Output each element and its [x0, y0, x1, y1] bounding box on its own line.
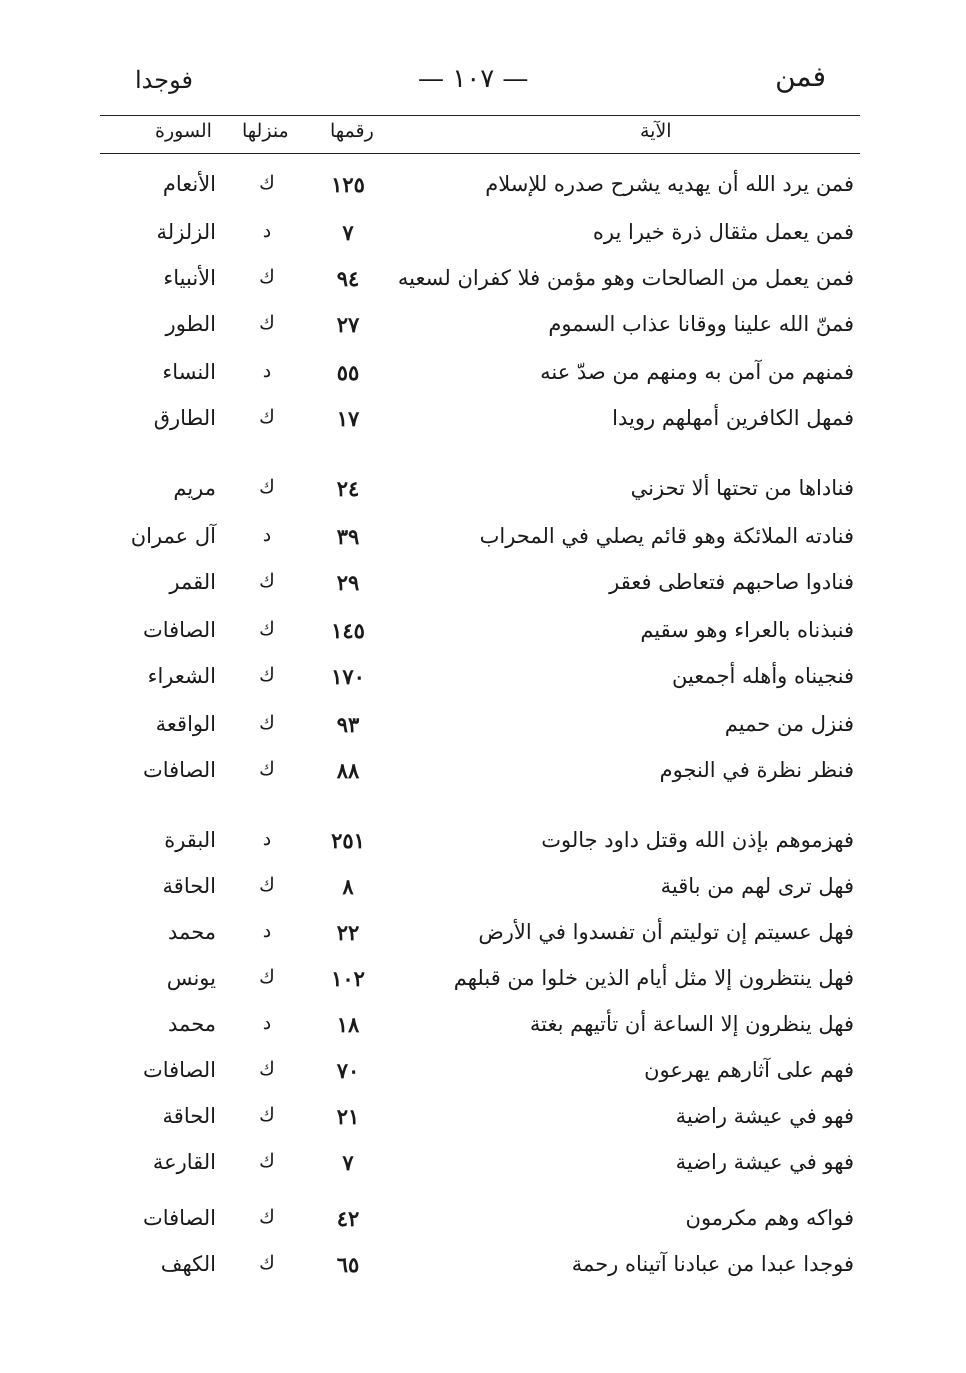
table-row [0, 758, 966, 802]
ayah-number: ١٧٠ [331, 664, 365, 689]
surah-name: الصافات [142, 1206, 216, 1230]
surah-name: القارعة [152, 1150, 216, 1174]
ayah-number: ٩٣ [336, 712, 360, 737]
revelation-place: ك [259, 874, 275, 896]
surah-name: الأنبياء [163, 266, 216, 290]
ayah-text: فهو في عيشة راضية [675, 1150, 854, 1174]
surah-name: الأنعام [162, 172, 216, 196]
surah-name: الواقعة [155, 712, 216, 736]
table-row [0, 1150, 966, 1194]
surah-name: الصافات [142, 1058, 216, 1082]
table-row [0, 1012, 966, 1056]
ayah-number: ٦٥ [336, 1252, 360, 1277]
ayah-number: ١٠٢ [331, 966, 365, 991]
ayah-text: فمهل الكافرين أمهلهم رويدا [612, 406, 854, 430]
revelation-place: ك [259, 1206, 275, 1228]
table-row [0, 172, 966, 216]
table-row [0, 1058, 966, 1102]
table-row [0, 664, 966, 708]
revelation-place: د [262, 828, 272, 850]
ayah-text: فهزموهم بإذن الله وقتل داود جالوت [541, 828, 854, 852]
table-row [0, 920, 966, 964]
ayah-number: ١٤٥ [331, 618, 365, 643]
surah-name: يونس [166, 966, 216, 990]
ayah-text: فنادوا صاحبهم فتعاطى فعقر [609, 570, 854, 594]
surah-name: الصافات [142, 618, 216, 642]
column-header-surah: السورة [155, 120, 212, 142]
surah-name: البقرة [164, 828, 216, 852]
table-row [0, 476, 966, 520]
revelation-place: ك [259, 172, 275, 194]
header-first-word: فمن [775, 60, 826, 93]
table-row [0, 220, 966, 264]
ayah-number: ٢٢ [336, 920, 360, 945]
ayah-number: ٤٢ [336, 1206, 360, 1231]
surah-name: محمد [168, 1012, 216, 1036]
ayah-text: فواكه وهم مكرمون [685, 1206, 854, 1230]
ayah-number: ٧ [342, 220, 354, 245]
ayah-number: ٥٥ [336, 360, 360, 385]
table-row [0, 874, 966, 918]
ayah-number: ١٢٥ [331, 172, 365, 197]
column-header-ayah: الآية [640, 120, 672, 142]
surah-name: الشعراء [147, 664, 216, 688]
table-row [0, 360, 966, 404]
ayah-number: ٢٤ [336, 476, 360, 501]
table-row [0, 524, 966, 568]
ayah-text: فنجيناه وأهله أجمعين [671, 664, 854, 688]
ayah-text: فهل عسيتم إن توليتم أن تفسدوا في الأرض [478, 920, 854, 944]
revelation-place: ك [259, 1058, 275, 1080]
surah-name: النساء [162, 360, 216, 384]
surah-name: آل عمران [130, 524, 216, 548]
revelation-place: ك [259, 664, 275, 686]
surah-name: الصافات [142, 758, 216, 782]
table-row [0, 312, 966, 356]
revelation-place: ك [259, 1150, 275, 1172]
ayah-number: ٢١ [336, 1104, 360, 1129]
column-header-revelation: منزلها [242, 120, 289, 142]
table-row [0, 1252, 966, 1296]
ayah-text: فمنّ الله علينا ووقانا عذاب السموم [548, 312, 854, 336]
ayah-number: ٢٩ [336, 570, 360, 595]
ayah-text: فناداها من تحتها ألا تحزني [630, 476, 854, 500]
revelation-place: ك [259, 1104, 275, 1126]
column-header-number: رقمها [330, 120, 374, 142]
ayah-text: فمنهم من آمن به ومنهم من صدّ عنه [540, 360, 854, 384]
revelation-place: د [262, 220, 272, 242]
table-row [0, 406, 966, 450]
ayah-text: فهو في عيشة راضية [675, 1104, 854, 1128]
table-row [0, 712, 966, 756]
revelation-place: ك [259, 1252, 275, 1274]
table-row [0, 570, 966, 614]
revelation-place: ك [259, 312, 275, 334]
ayah-number: ٧ [342, 1150, 354, 1175]
revelation-place: ك [259, 712, 275, 734]
ayah-text: فنادته الملائكة وهو قائم يصلي في المحراب [479, 524, 854, 548]
ayah-number: ١٧ [336, 406, 360, 431]
header-last-word: فوجدا [135, 66, 193, 94]
ayah-number: ٣٩ [336, 524, 360, 549]
surah-name: الطارق [153, 406, 216, 430]
revelation-place: د [262, 524, 272, 546]
ayah-number: ٢٧ [336, 312, 360, 337]
ayah-text: فنبذناه بالعراء وهو سقيم [640, 618, 854, 642]
revelation-place: ك [259, 406, 275, 428]
ayah-number: ٧٠ [336, 1058, 360, 1083]
revelation-place: د [262, 360, 272, 382]
ayah-number: ٨٨ [336, 758, 360, 783]
ayah-text: فنظر نظرة في النجوم [659, 758, 854, 782]
ayah-text: فهل ترى لهم من باقية [660, 874, 854, 898]
revelation-place: ك [259, 966, 275, 988]
revelation-place: ك [259, 266, 275, 288]
surah-name: الكهف [160, 1252, 216, 1276]
ayah-text: فوجدا عبدا من عبادنا آتيناه رحمة [571, 1252, 854, 1276]
table-row [0, 618, 966, 662]
page-number: — ١٠٧ — [418, 64, 529, 94]
revelation-place: د [262, 1012, 272, 1034]
revelation-place: د [262, 920, 272, 942]
ayah-number: ٩٤ [336, 266, 360, 291]
ayah-text: فهل ينظرون إلا الساعة أن تأتيهم بغتة [529, 1012, 854, 1036]
surah-name: القمر [169, 570, 216, 594]
revelation-place: ك [259, 758, 275, 780]
surah-name: الحاقة [162, 1104, 216, 1128]
surah-name: مريم [173, 476, 216, 500]
ayah-text: فهل ينتظرون إلا مثل أيام الذين خلوا من قبلهم [453, 966, 854, 990]
table-row [0, 1104, 966, 1148]
ayah-number: ٨ [342, 874, 354, 899]
surah-name: الزلزلة [156, 220, 216, 244]
ayah-text: فهم على آثارهم يهرعون [644, 1058, 854, 1082]
surah-name: محمد [168, 920, 216, 944]
surah-name: الحاقة [162, 874, 216, 898]
ayah-text: فمن يعمل مثقال ذرة خيرا يره [592, 220, 854, 244]
ayah-text: فنزل من حميم [724, 712, 854, 736]
ayah-number: ٢٥١ [331, 828, 365, 853]
ayah-text: فمن يعمل من الصالحات وهو مؤمن فلا كفران لسعيه [397, 266, 854, 290]
table-row [0, 828, 966, 872]
revelation-place: ك [259, 618, 275, 640]
revelation-place: ك [259, 476, 275, 498]
ayah-text: فمن يرد الله أن يهديه يشرح صدره للإسلام [485, 172, 854, 196]
surah-name: الطور [165, 312, 216, 336]
ayah-number: ١٨ [336, 1012, 360, 1037]
table-row [0, 966, 966, 1010]
table-row [0, 266, 966, 310]
revelation-place: ك [259, 570, 275, 592]
table-row [0, 1206, 966, 1250]
